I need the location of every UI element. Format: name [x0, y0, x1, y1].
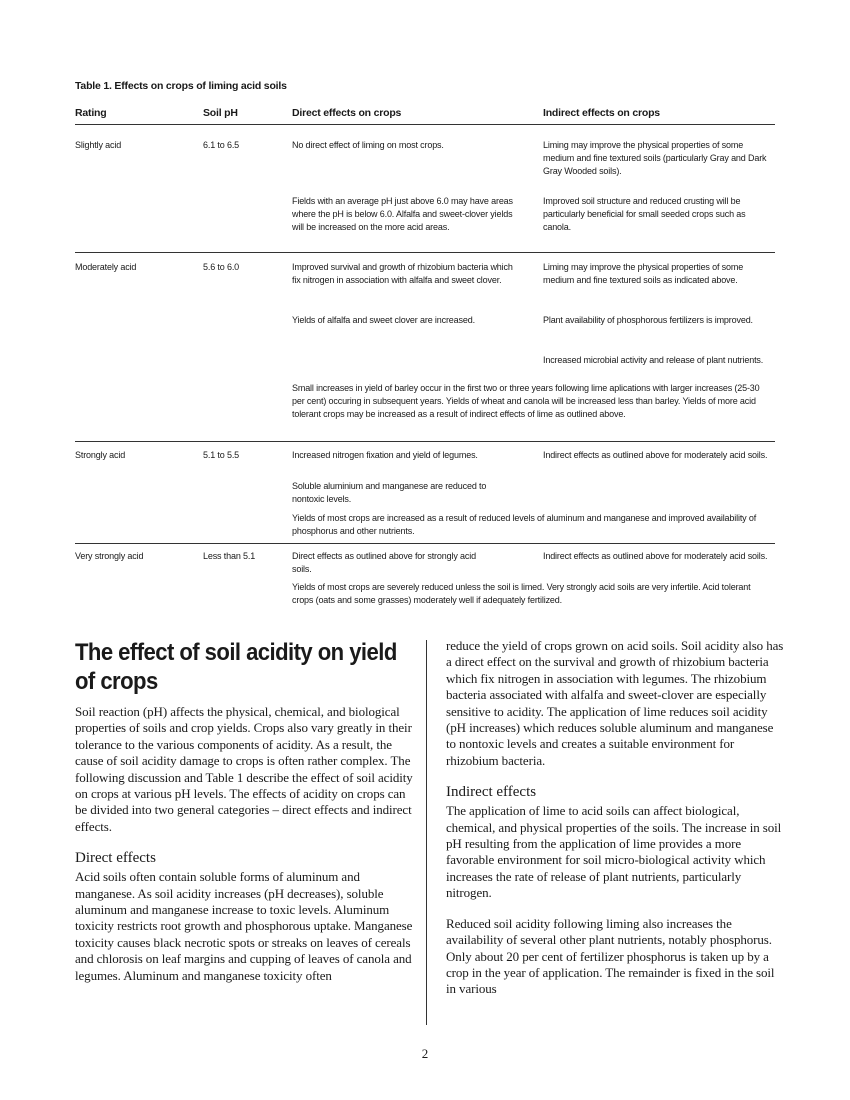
direct-effects-continued: reduce the yield of crops grown on acid soils. Soil acidity also has a direct effect on the survival and growth of rhizobium bacteria which fix nitrogen in association with legumes. The rhizobium bacteria associated with alfalfa and sweet-clover are especially sensitive to acidity. The application of lime reduces soil acidity (pH increases) which reduces soluble aluminum and manganese to nontoxic levels and creates a suitable environment for rhizobium bacteria. — [446, 638, 784, 768]
ph-cell: 5.1 to 5.5 — [203, 450, 240, 460]
article-title: The effect of soil acidity on yield of crops — [75, 639, 397, 695]
liming-effects-table — [75, 104, 775, 608]
direct-effect-text: Soluble aluminium and manganese are reduced to nontoxic levels. — [292, 481, 487, 504]
header-soil-ph: Soil pH — [203, 107, 238, 119]
rating-cell: Strongly acid — [75, 450, 126, 460]
combined-effect-text: Small increases in yield of barley occur in the first two or three years following lime aplications with larger increases (25-30 per cent) occuring in subsequent years. Yields of wheat and canola will be increased less than barley. Yields of more acid tolerant crops may be increased as a result of indirect effects of lime as outlined above. — [292, 383, 760, 419]
rating-cell: Slightly acid — [75, 140, 122, 150]
page-number: 2 — [421, 1046, 429, 1061]
indirect-effect-text: Liming may improve the physical properties of some medium and fine textured soils as indicated above. — [543, 262, 744, 285]
table-row-moderately-acid — [75, 253, 775, 442]
direct-effect-text: No direct effect of liming on most crops. — [292, 140, 444, 150]
table-header-row — [75, 104, 775, 125]
table-row-strongly-acid — [75, 442, 775, 544]
direct-effect-text: Direct effects as outlined above for strongly acid soils. — [292, 551, 476, 574]
indirect-effects-paragraph-2: Reduced soil acidity following liming also increases the availability of several other plant nutrients, notably phosphorus. Only about 20 per cent of fertilizer phosphorus is taken up by a crop in the year of application. The remainder is fixed in the soil in various — [446, 915, 775, 997]
article-right-column — [446, 638, 784, 998]
header-rating: Rating — [75, 107, 107, 119]
combined-effect-text: Yields of most crops are severely reduced unless the soil is limed. Very strongly acid soils are very infertile. Acid tolerant crops (oats and some grasses) moderately well if adequately fertilized. — [292, 582, 751, 605]
indirect-effect-text: Liming may improve the physical properties of some medium and fine textured soils (particularly Gray and Dark Gray Wooded soils). — [543, 140, 767, 176]
indirect-effect-text: Indirect effects as outlined above for moderately acid soils. — [543, 450, 768, 460]
direct-effect-text: Yields of alfalfa and sweet clover are increased. — [292, 315, 475, 325]
article-left-column — [75, 638, 413, 984]
indirect-effects-heading: Indirect effects — [446, 784, 537, 801]
ph-cell: 6.1 to 6.5 — [203, 140, 240, 150]
indirect-effect-text: Increased microbial activity and release of plant nutrients. — [543, 355, 764, 365]
rating-cell: Moderately acid — [75, 262, 137, 272]
direct-effect-text: Increased nitrogen fixation and yield of legumes. — [292, 450, 478, 460]
rating-cell: Very strongly acid — [75, 551, 144, 561]
indirect-effect-text: Plant availability of phosphorous fertilizers is improved. — [543, 315, 753, 325]
table-title: Table 1. Effects on crops of liming acid soils — [75, 80, 287, 92]
indirect-effect-text: Improved soil structure and reduced crusting will be particularly beneficial for small seeded crops such as canola. — [543, 196, 746, 232]
direct-effect-text: Fields with an average pH just above 6.0 may have areas where the pH is below 6.0. Alfalfa and sweet-clover yields will be increased on the more acid areas. — [292, 196, 513, 232]
ph-cell: Less than 5.1 — [203, 551, 256, 561]
header-direct-effects: Direct effects on crops — [292, 107, 402, 119]
indirect-effect-text: Indirect effects as outlined above for moderately acid soils. — [543, 551, 768, 561]
direct-effects-paragraph: Acid soils often contain soluble forms of aluminum and manganese. As soil acidity increases (pH decreases), soluble aluminum and manganese increase to toxic levels. Aluminum toxicity restricts root growth and phosphorous uptake. Manganese toxicity causes black necrotic spots or streaks on leaves of cereals and chlorosis on leaf margins and cupping of leaves of canola and legumes. Aluminum and manganese toxicity often — [75, 869, 413, 983]
intro-paragraph: Soil reaction (pH) affects the physical, chemical, and biological properties of soils and crop yields. Crops also vary greatly in their tolerance to the various components of acidity. As a result, the cause of soil acidity damage to crops is often rather complex. The following discussion and Table 1 describe the effect of soil acidity on crops at various pH levels. The effects of acidity on crops can be divided into two general categories – direct effects and indirect effects. — [75, 704, 413, 834]
ph-cell: 5.6 to 6.0 — [203, 262, 240, 272]
direct-effects-heading: Direct effects — [75, 850, 156, 867]
table-row-very-strongly-acid — [75, 544, 775, 608]
direct-effect-text: Improved survival and growth of rhizobium bacteria which fix nitrogen in association with alfalfa and sweet clover. — [292, 262, 513, 285]
table-row-slightly-acid — [75, 125, 775, 253]
column-divider — [426, 640, 427, 1025]
indirect-effects-paragraph-1: The application of lime to acid soils can affect biological, chemical, and physical properties of the soils. The increase in soil pH resulting from the application of lime provides a more favorable environment for soil micro-biological activity which increases the rate of release of plant nutrients, particularly nitrogen. — [446, 803, 782, 901]
combined-effect-text: Yields of most crops are increased as a result of reduced levels of aluminum and manganese and improved availability of phosphorus and other nutrients. — [292, 513, 757, 536]
header-indirect-effects: Indirect effects on crops — [543, 107, 660, 119]
